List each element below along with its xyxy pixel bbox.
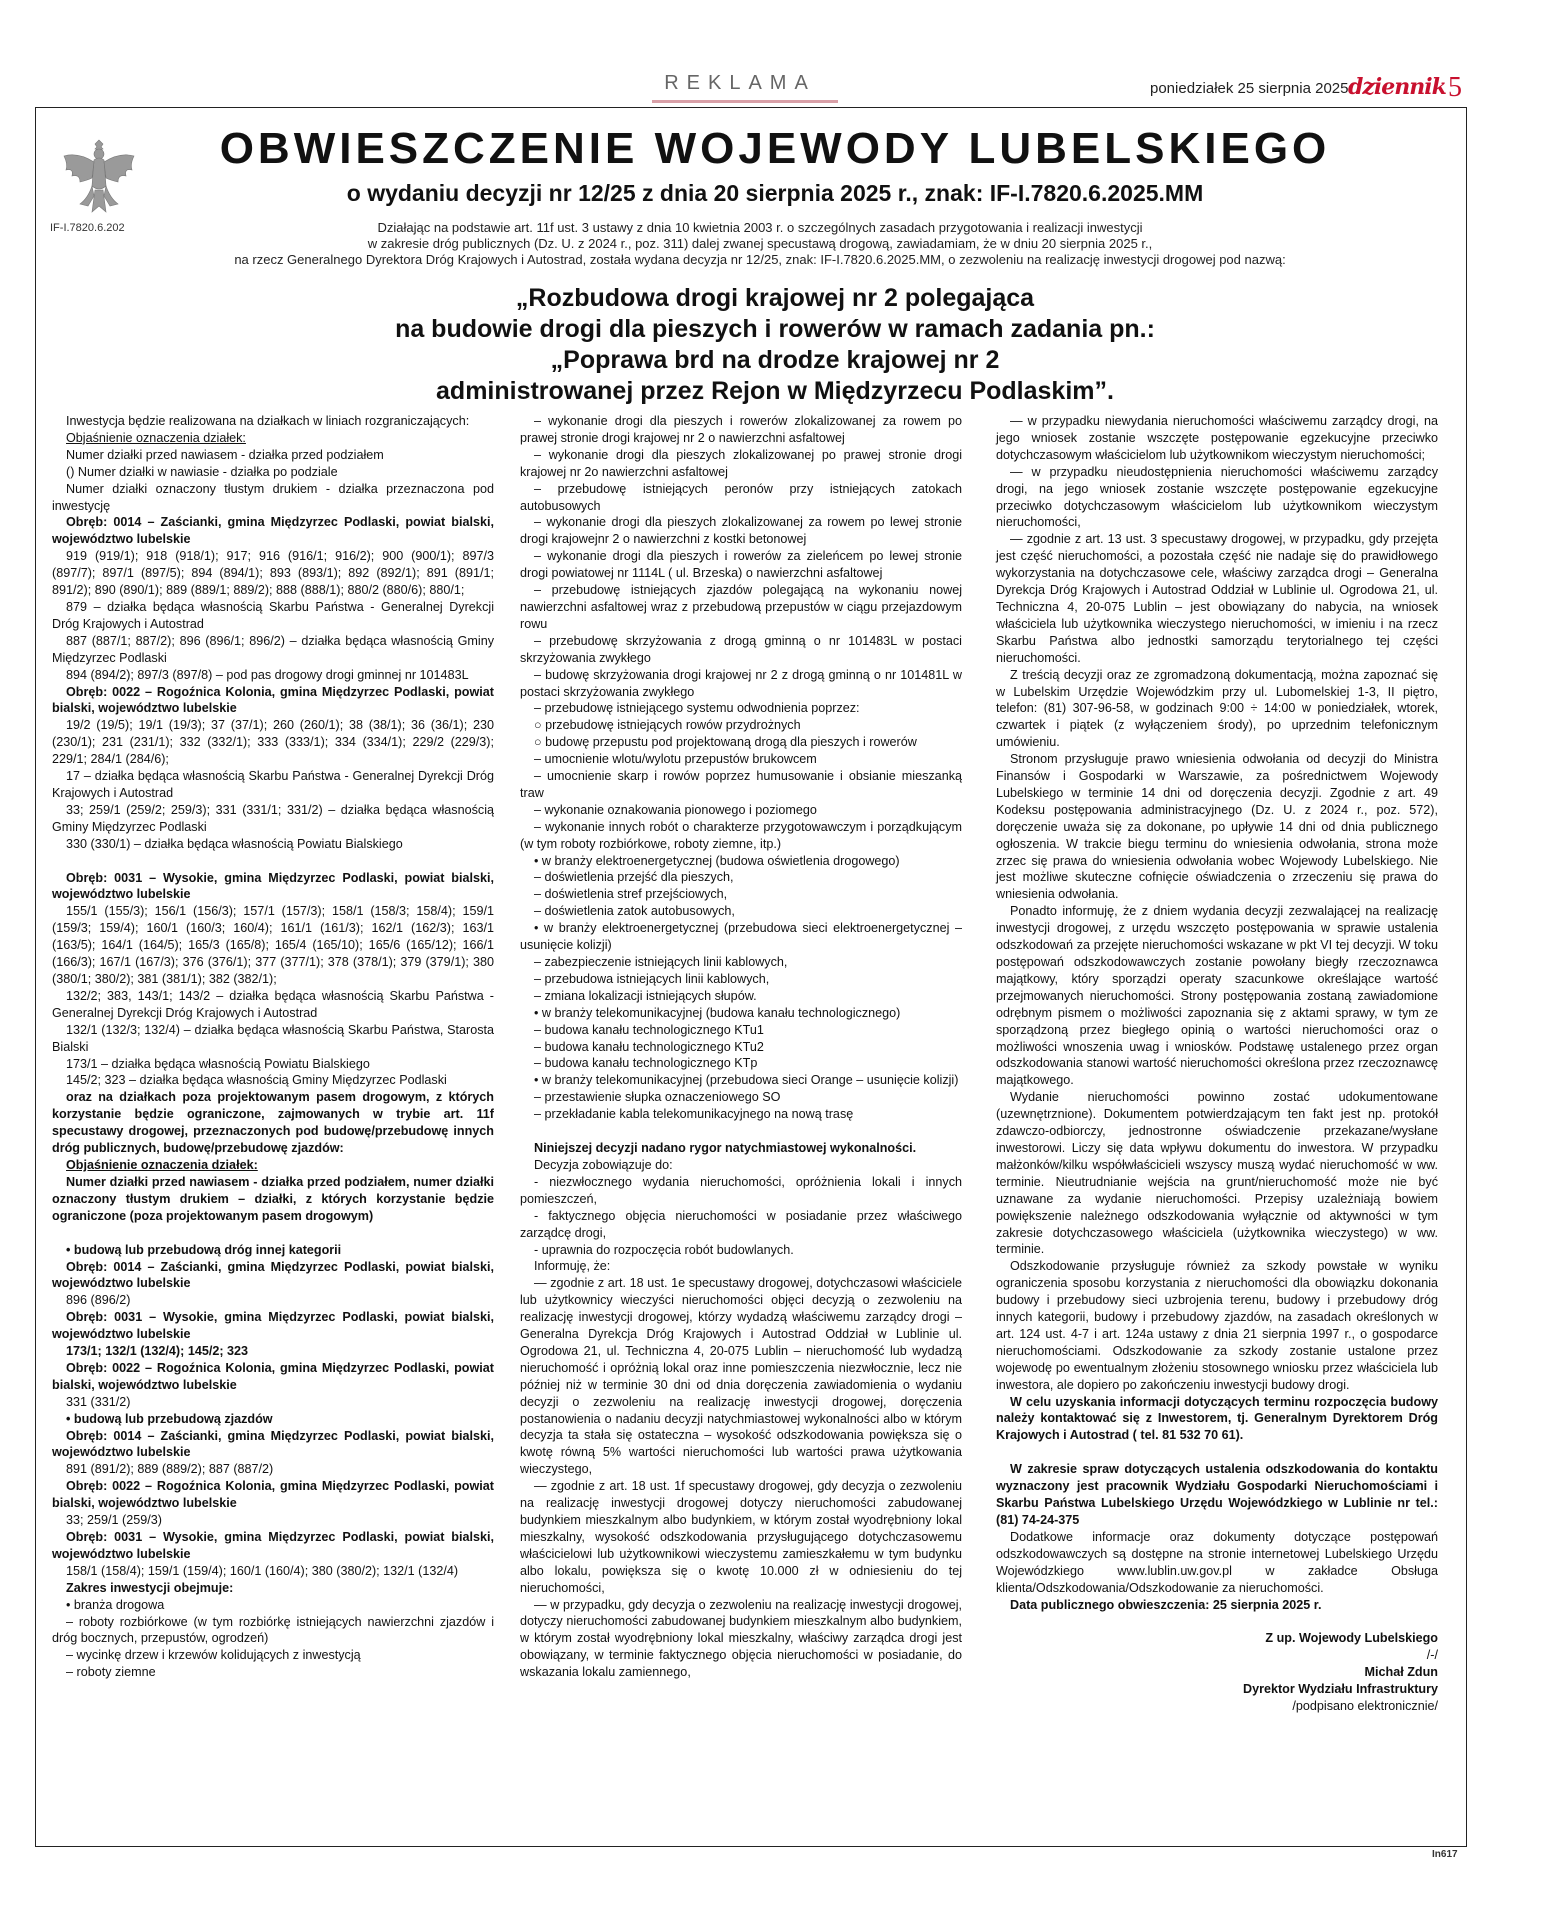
section-underline <box>652 100 838 103</box>
paragraph: 879 – działka będąca własnością Skarbu Państwa - Generalnej Dyrekcji Dróg Krajowych i Autostrad <box>52 599 494 631</box>
paragraph: • w branży elektroenergetycznej (przebudowa sieci elektroenergetycznej – usunięcie kolizji) <box>520 921 962 953</box>
paragraph: Obręb: 0014 – Zaścianki, gmina Międzyrzec Podlaski, powiat bialski, województwo lubelskie <box>52 1428 494 1460</box>
paragraph: – przebudowę istniejących zjazdów polegającą na wykonaniu nowej nawierzchni asfaltowej wraz z przebudową przepustów w ciągu przejazdowym rowu <box>520 583 962 631</box>
paragraph: – przebudowę skrzyżowania z drogą gminną o nr 101483L w postaci skrzyżowania zwykłego <box>520 633 962 665</box>
section-label: REKLAMA <box>664 72 816 94</box>
paragraph: — zgodnie z art. 18 ust. 1e specustawy drogowej, dotychczasowi właściciele lub użytkownicy wieczyści nieruchomości objęci decyzją o zezwoleniu na realizację inwestycji drogowej, którzy wydadzą właściwemu zarządcy drogi – Generalna Dyrekcja Dróg Krajowych i Autostrad Oddział w Lublinie ul. Ogrodowa 21, ul. Techniczna 4, 20-075 Lublin – nieruchomość lub wydadzą nieruchomość i opróżnią lokal oraz inne pomieszczenia niezwłocznie, lecz nie później niż w terminie 30 dni od dnia doręczenia zawiadomienia o wydaniu decyzji o zezwoleniu na realizację inwestycji drogowej, doręczenia postanowienia o nadaniu decyzji natychmiastowej wykonalności albo w którym decyzja ta stała się ostateczna – wysokość odszkodowania powiększa się o kwotę równą 5% wartości nieruchomości lub wartości prawa użytkowania wieczystego, <box>520 1276 962 1477</box>
paragraph: 896 (896/2) <box>66 1293 131 1308</box>
paragraph: Numer działki przed nawiasem - działka przed podziałem <box>66 447 384 462</box>
paragraph: Z treścią decyzji oraz ze zgromadzoną dokumentacją, można zapoznać się w Lubelskim Urzędzie Wojewódzkim przy ul. Lubomelskiej 1-3, II piętro, telefon: (81) 307-96-58, w godzinach 9:00 ÷ 14:00 w poniedziałek, wtorek, czwartek i piątek (z wyłączeniem środy), po uprzednim telefonicznym umówieniu. <box>996 667 1438 750</box>
paragraph: – roboty rozbiórkowe (w tym rozbiórkę istniejących nawierzchni zjazdów i dróg bocznych, przepustów, ogrodzeń) <box>52 1614 494 1646</box>
text-column-3 <box>996 413 1438 1715</box>
paragraph: 132/2; 383, 143/1; 143/2 – działka będąca własnością Skarbu Państwa - Generalnej Dyrekcji Dróg Krajowych i Autostrad <box>52 988 494 1020</box>
investment-name-line: na budowie drogi dla pieszych i rowerów w ramach zadania pn.: <box>395 315 1155 343</box>
paragraph: – doświetlenia zatok autobusowych, <box>534 904 735 919</box>
paragraph: 173/1; 132/1 (132/4); 145/2; 323 <box>66 1344 249 1359</box>
ad-code: In617 <box>1432 1849 1458 1860</box>
paragraph: — w przypadku nieudostępnienia nieruchomości właściwemu zarządcy drogi, na jego wniosek zostanie wszczęte postępowanie egzekucyjne przeciwko dotychczasowym właścicielom lub użytkownikom wieczystym nieruchomości, <box>996 464 1438 530</box>
paragraph: – doświetlenia stref przejściowych, <box>534 887 728 902</box>
paragraph: 132/1 (132/3; 132/4) – działka będąca własnością Skarbu Państwa, Starosta Bialski <box>52 1022 494 1054</box>
signature-line: Z up. Wojewody Lubelskiego <box>1265 1631 1438 1646</box>
paragraph: Dodatkowe informacje oraz dokumenty dotyczące postępowań odszkodowawczych są dostępne na stronie internetowej Lubelskiego Urzędu Wojewódzkiego www.lublin.uw.gov.pl w zakładce Obsługa klienta/Odszkodowania/Odszkodowanie za nieruchomości. <box>996 1529 1438 1595</box>
paragraph: Obręb: 0014 – Zaścianki, gmina Międzyrzec Podlaski, powiat bialski, województwo lubelskie <box>52 1259 494 1291</box>
paragraph: Data publicznego obwieszczenia: 25 sierpnia 2025 r. <box>1010 1597 1322 1612</box>
paragraph: 19/2 (19/5); 19/1 (19/3); 37 (37/1); 260 (260/1); 38 (38/1); 36 (36/1); 230 (230/1); 231 (231/1); 332 (332/1); 333 (333/1); 334 (334/1); 229/2 (229/3); 229/1; 284/1 (284/6); <box>52 718 494 767</box>
paragraph: Decyzja zobowiązuje do: <box>534 1157 673 1172</box>
page-header <box>0 72 1558 108</box>
paragraph: Ponadto informuję, że z dniem wydania decyzji zezwalającej na realizację inwestycji drogowej, z urzędu wszczęto postępowania w sprawie ustalenia odszkodowań za przejęte nieruchomości wskazane w pkt VI tej decyzji. W toku postępowań odszkodowawczych zostanie powołany biegły rzeczoznawca majątkowy, który sporządzi operaty szacunkowe określające wartość przejmowanych nieruchomości. Strony postępowania zostaną zawiadomione odrębnym pismem o możliwości zapoznania się z aktami sprawy, w tym ze sporządzoną przez biegłego opinią o wartości nieruchomości oraz o możliwości wnoszenia uwag i wniosków. Podstawę ustalenego przez organ odszkodowania stanowi wartość nieruchomości określona przez rzeczoznawcę majątkowego. <box>996 904 1438 1088</box>
paragraph: 891 (891/2); 889 (889/2); 887 (887/2) <box>66 1462 274 1477</box>
paragraph: Wydanie nieruchomości powinno zostać udokumentowane (uzewnętrznione). Dokumentem potwierdzającym ten fakt jest np. protokół zdawczo-odbiorczy, jednostronne oświadczenie przekazane/wysłane inwestorowi. Liczy się data wpływu dokumentu do inwestora. W przypadku małżonków/kilku współwłaścicieli wszyscy muszą wydać nieruchomość w ww. terminie. Nieutrudnianie wejścia na grunt/nieruchomość może nie być uznawane za wydanie nieruchomości. Przepisy uzależniają bowiem powiększenie należnego odszkodowania wyłącznie od aktywności w tym zakresie dotychczasowego właściciela (użytkownika wieczystego) w ww. terminie. <box>996 1090 1438 1257</box>
signature-line: Dyrektor Wydziału Infrastruktury <box>1242 1682 1438 1697</box>
paragraph: Obręb: 0031 – Wysokie, gmina Międzyrzec Podlaski, powiat bialski, województwo lubelskie <box>52 870 494 902</box>
paragraph: – wykonanie innych robót o charakterze przygotowawczym i porządkującym (w tym roboty rozbiórkowe, roboty ziemne, itp.) <box>520 819 962 851</box>
intro-line: Działając na podstawie art. 11f ust. 3 ustawy z dnia 10 kwietnia 2003 r. o szczególnych zasadach przygotowania i realizacji inwestycji <box>377 220 1143 235</box>
paragraph: – przekładanie kabla telekomunikacyjnego na nową trasę <box>534 1107 854 1122</box>
paragraph: Objaśnienie oznaczenia działek: <box>66 430 246 445</box>
paragraph: 887 (887/1; 887/2); 896 (896/1; 896/2) – działka będąca własnością Gminy Międzyrzec Podlaski <box>52 633 494 665</box>
notice-title: OBWIESZCZENIE WOJEWODY LUBELSKIEGO <box>219 124 1331 173</box>
paragraph: – wykonanie drogi dla pieszych zlokalizowanej za rowem po lewej stronie drogi krajowejnr 2 o nawierzchni z kostki betonowej <box>520 515 962 547</box>
paragraph: 33; 259/1 (259/2; 259/3); 331 (331/1; 331/2) – działka będąca własnością Gminy Międzyrzec Podlaski <box>52 802 494 834</box>
paragraph: 331 (331/2) <box>66 1394 131 1409</box>
paragraph: – przebudowa istniejących linii kablowych, <box>534 971 770 986</box>
investment-name-line: administrowanej przez Rejon w Międzyrzecu Podlaskim”. <box>436 377 1114 405</box>
eagle-emblem-icon <box>58 134 140 218</box>
newspaper-logo: dziennik <box>1348 74 1446 100</box>
signature-block <box>996 1630 1438 1715</box>
paragraph: Informuję, że: <box>534 1259 611 1274</box>
paragraph: Objaśnienie oznaczenia działek: <box>66 1157 258 1172</box>
paragraph: – wykonanie oznakowania pionowego i poziomego <box>534 802 817 817</box>
paragraph: ○ budowę przepustu pod projektowaną drogą dla pieszych i rowerów <box>534 735 917 750</box>
intro-line: na rzecz Generalnego Dyrektora Dróg Krajowych i Autostrad, została wydana decyzja nr 12/25, znak: IF-I.7820.6.2025.MM, o zezwoleniu na realizację inwestycji drogowej pod nazwą: <box>234 252 1286 267</box>
paragraph: 173/1 – działka będąca własnością Powiatu Bialskiego <box>66 1056 370 1071</box>
paragraph: Obręb: 0031 – Wysokie, gmina Międzyrzec Podlaski, powiat bialski, województwo lubelskie <box>52 1530 494 1561</box>
paragraph: – umocnienie skarp i rowów poprzez humusowanie i obsianie mieszanką traw <box>520 769 962 800</box>
paragraph: 17 – działka będąca własnością Skarbu Państwa - Generalnej Dyrekcji Dróg Krajowych i Autostrad <box>52 769 494 800</box>
paragraph: Niniejszej decyzji nadano rygor natychmiastowej wykonalności. <box>534 1141 917 1156</box>
paragraph: Obręb: 0022 – Rogoźnica Kolonia, gmina Międzyrzec Podlaski, powiat bialski, województwo lubelskie <box>52 684 494 716</box>
intro-line: w zakresie dróg publicznych (Dz. U. z 2024 r., poz. 311) dalej zwanej specustawą drogową, zawiadamiam, że w dniu 20 sierpnia 2025 r., <box>367 236 1153 251</box>
paragraph: () Numer działki w nawiasie - działka po podziale <box>66 464 338 479</box>
paragraph: – budowa kanału technologicznego KTu1 <box>534 1022 764 1037</box>
paragraph: - uprawnia do rozpoczęcia robót budowlanych. <box>534 1242 794 1257</box>
paragraph: Inwestycja będzie realizowana na działkach w liniach rozgraniczających: <box>66 414 470 428</box>
signature-line: /-/ <box>1426 1648 1438 1663</box>
paragraph: Odszkodowanie przysługuje również za szkody powstałe w wyniku ograniczenia sposobu korzystania z nieruchomości dla obowiązku dokonania budowy i przebudowy sieci uzbrojenia terenu, budowy i przebudowy dróg innych kategorii, budowy i przebudowy zjazdów, na zasadach określonych w art. 124 ust. 4-7 i art. 124a ustawy z dnia 21 sierpnia 1997 r., o gospodarce nieruchomościami. Odszkodowanie za szkody zostanie ustalone przez wojewodę po ewentualnym złożeniu stosownego wniosku przez właściciela lub inwestora, ale dopiero po zakończeniu inwestycji budowy drogi. <box>996 1259 1438 1392</box>
paragraph: – budowę skrzyżowania drogi krajowej nr 2 z drogą gminną o nr 101481L w postaci skrzyżowania zwykłego <box>520 667 962 699</box>
investment-name <box>150 283 1400 407</box>
paragraph: • budową lub przebudową zjazdów <box>66 1411 273 1426</box>
reference-number: IF-I.7820.6.202 <box>50 222 125 234</box>
paragraph: – umocnienie wlotu/wylotu przepustów brukowcem <box>534 752 817 767</box>
paragraph: • budową lub przebudową dróg innej kategorii <box>66 1242 342 1257</box>
paragraph: – budowa kanału technologicznego KTu2 <box>534 1039 764 1054</box>
paragraph: • w branży elektroenergetycznej (budowa oświetlenia drogowego) <box>534 853 900 868</box>
paragraph: – wykonanie drogi dla pieszych i rowerów za zieleńcem po lewej stronie drogi powiatowej nr 1114L ( ul. Brzeska) o nawierzchni asfaltowej <box>520 549 962 581</box>
paragraph: • w branży telekomunikacyjnej (przebudowa sieci Orange – usunięcie kolizji) <box>534 1073 959 1088</box>
paragraph: - faktycznego objęcia nieruchomości w posiadanie przez właściwego zarządcę drogi, <box>520 1208 962 1240</box>
paragraph: Numer działki oznaczony tłustym drukiem - działka przeznaczona pod inwestycję <box>52 481 494 513</box>
paragraph: – przebudowę istniejącego systemu odwodnienia poprzez: <box>534 701 860 716</box>
paragraph: - niezwłocznego wydania nieruchomości, opróżnienia lokali i innych pomieszczeń, <box>520 1174 962 1206</box>
paragraph: Obręb: 0022 – Rogoźnica Kolonia, gmina Międzyrzec Podlaski, powiat bialski, województwo lubelskie <box>52 1360 494 1392</box>
paragraph: Numer działki przed nawiasem - działka przed podziałem, numer działki oznaczony tłustym drukiem – działki, z których korzystanie będzie ograniczone (poza projektowanym pasem drogowym) <box>52 1174 494 1223</box>
paragraph: Obręb: 0014 – Zaścianki, gmina Międzyrzec Podlaski, powiat bialski, województwo lubelskie <box>52 515 494 547</box>
paragraph: – przestawienie słupka oznaczeniowego SO <box>534 1090 781 1105</box>
paragraph: — zgodnie z art. 18 ust. 1f specustawy drogowej, gdy decyzja o zezwoleniu na realizację inwestycji drogowej dotyczy nieruchomości zabudowanej budynkiem mieszkalnym albo budynkiem, w którym został wyodrębniony lokal mieszkalny, wysokość odszkodowania przysługującego dotychczasowemu właścicielowi lub użytkownikowi wieczystemu zamieszkałemu w tym budynku albo lokalu, powiększa się o kwotę 10.000 zł w odniesieniu do tej nieruchomości, <box>520 1479 962 1595</box>
paragraph: – zabezpieczenie istniejących linii kablowych, <box>534 955 788 969</box>
page-number: 5 <box>1448 72 1462 103</box>
signature-line: /podpisano elektronicznie/ <box>1292 1699 1438 1714</box>
paragraph: 330 (330/1) – działka będąca własnością Powiatu Bialskiego <box>66 836 403 851</box>
paragraph: 919 (919/1); 918 (918/1); 917; 916 (916/1; 916/2); 900 (900/1); 897/3 (897/7); 897/1 (897/5); 894 (894/1); 893 (893/1); 892 (892/1); 891 (891/1; 891/2); 890 (890/1); 889 (889/1; 889/2); 888 (888/1); 880/2 (880/6); 880/1; <box>52 549 494 598</box>
paragraph: – doświetlenia przejść dla pieszych, <box>534 870 734 885</box>
investment-name-line: „Rozbudowa drogi krajowej nr 2 polegająca <box>515 284 1035 312</box>
paragraph: – roboty ziemne <box>66 1665 156 1680</box>
notice-intro <box>60 220 1460 268</box>
paragraph: W zakresie spraw dotyczących ustalenia odszkodowania do kontaktu wyznaczony jest pracownik Wydziału Gospodarki Nieruchomościami i Skarbu Państwa Lubelskiego Urzędu Wojewódzkiego w Lublinie nr tel.: (81) 74-24-375 <box>996 1462 1438 1527</box>
paragraph: Obręb: 0031 – Wysokie, gmina Międzyrzec Podlaski, powiat bialski, województwo lubelskie <box>52 1310 494 1342</box>
paragraph: — w przypadku niewydania nieruchomości właściwemu zarządcy drogi, na jego wniosek zostanie wszczęte postępowanie egzekucyjne przeciwko dotychczasowym właścicielom lub użytkownikom wieczystym nieruchomości; <box>996 414 1438 462</box>
paragraph: • branża drogowa <box>66 1597 165 1612</box>
paragraph: 33; 259/1 (259/3) <box>66 1513 162 1528</box>
paragraph: 158/1 (158/4); 159/1 (159/4); 160/1 (160/4); 380 (380/2); 132/1 (132/4) <box>66 1563 459 1578</box>
notice-subtitle: o wydaniu decyzji nr 12/25 z dnia 20 sierpnia 2025 r., znak: IF-I.7820.6.2025.MM <box>346 180 1204 206</box>
paragraph: – budowa kanału technologicznego KTp <box>534 1056 758 1071</box>
paragraph: – zmiana lokalizacji istniejących słupów. <box>534 988 757 1003</box>
paragraph: – przebudowę istniejących peronów przy istniejących zatokach autobusowych <box>520 481 962 513</box>
paragraph: 894 (894/2); 897/3 (897/8) – pod pas drogowy drogi gminnej nr 101483L <box>66 667 469 682</box>
text-column-2 <box>520 413 962 1681</box>
paragraph: – wykonanie drogi dla pieszych i rowerów zlokalizowanej za rowem po prawej stronie drogi krajowej nr 2 o nawierzchni asfaltowej <box>520 414 962 445</box>
paragraph: — w przypadku, gdy decyzja o zezwoleniu na realizację inwestycji drogowej, dotyczy nieruchomości zabudowanej budynkiem mieszkalnym albo budynkiem, w którym został wyodrębniony lokal mieszkalny, właściwy zarządca drogi jest obowiązany, w terminie faktycznego objęcia nieruchomości w posiadanie, do wskazania lokalu zamiennego, <box>520 1597 962 1680</box>
paragraph: 155/1 (155/3); 156/1 (156/3); 157/1 (157/3); 158/1 (158/3; 158/4); 159/1 (159/3; 159/4); 160/1 (160/3; 160/4); 161/1 (161/3); 162/1 (162/3); 163/1 (163/5); 164/1 (164/5); 165/3 (165/8); 165/4 (165/10); 165/6 (165/12); 166/1 (166/3); 167/1 (167/3); 376 (376/1); 377 (377/1); 378 (378/1); 379 (379/1); 380 (380/1; 380/2); 381 (381/1); 382 (382/1); <box>52 904 494 986</box>
paragraph: • w branży telekomunikacyjnej (budowa kanału technologicznego) <box>534 1005 901 1020</box>
paragraph: ○ przebudowę istniejących rowów przydrożnych <box>534 718 801 733</box>
paragraph: — zgodnie z art. 13 ust. 3 specustawy drogowej, w przypadku, gdy przejęta jest część nieruchomości, a pozostała część nie nadaje się do prawidłowego wykorzystania na dotychczasowe cele, właściwy zarządca drogi – Generalna Dyrekcja Dróg Krajowych i Autostrad Oddział w Lublinie ul. Ogrodowa 21, ul. Techniczna 4, 20-075 Lublin – jest obowiązany do nabycia, na wniosek właściciela lub użytkownika wieczystego nieruchomości, w imieniu i na rzecz Skarbu Państwa albo jednostki samorządu terytorialnego tej części nieruchomości. <box>996 532 1438 665</box>
investment-name-line: „Poprawa brd na drodze krajowej nr 2 <box>550 346 1000 374</box>
paragraph: oraz na działkach poza projektowanym pasem drogowym, z których korzystanie będzie ograniczone, zajmowanych w trybie art. 11f specustawy drogowej, przeznaczonych pod budowę/przebudowę innych dróg publicznych, budowę/przebudowę zjazdów: <box>52 1090 494 1156</box>
text-column-1 <box>52 413 494 1681</box>
paragraph: W celu uzyskania informacji dotyczących terminu rozpoczęcia budowy należy kontaktować się z Inwestorem, tj. Generalnym Dyrektorem Dróg Krajowych i Autostrad ( tel. 81 532 70 61). <box>996 1394 1438 1443</box>
issue-date: poniedziałek 25 sierpnia 2025 <box>1150 80 1349 97</box>
paragraph: Obręb: 0022 – Rogoźnica Kolonia, gmina Międzyrzec Podlaski, powiat bialski, województwo lubelskie <box>52 1479 494 1511</box>
paragraph: – wycinkę drzew i krzewów kolidujących z inwestycją <box>66 1648 361 1663</box>
paragraph: Zakres inwestycji obejmuje: <box>66 1580 234 1595</box>
paragraph: Stronom przysługuje prawo wniesienia odwołania od decyzji do Ministra Finansów i Gospodarki w Warszawie, za pośrednictwem Wojewody Lubelskiego w terminie 14 dni od doręczenia decyzji. Zgodnie z art. 49 Kodeksu postępowania administracyjnego (Dz. U. z 2024 r., poz. 572), doręczenie uważa się za dokonane, po upływie 14 dni od dnia publicznego ogłoszenia. W trakcie biegu terminu do wniesienia odwołania, strona może zrzec się prawa do wniesienia odwołania wobec Wojewody Lubelskiego. Nie jest możliwe skuteczne cofnięcie oświadczenia o zrzeczeniu się prawa do wniesienia odwołania. <box>996 752 1438 902</box>
paragraph: 145/2; 323 – działka będąca własnością Gminy Międzyrzec Podlaski <box>66 1073 447 1088</box>
paragraph: – wykonanie drogi dla pieszych zlokalizowanej po prawej stronie drogi krajowej nr 2o nawierzchni asfaltowej <box>520 447 962 479</box>
signature-line: Michał Zdun <box>1364 1665 1438 1680</box>
